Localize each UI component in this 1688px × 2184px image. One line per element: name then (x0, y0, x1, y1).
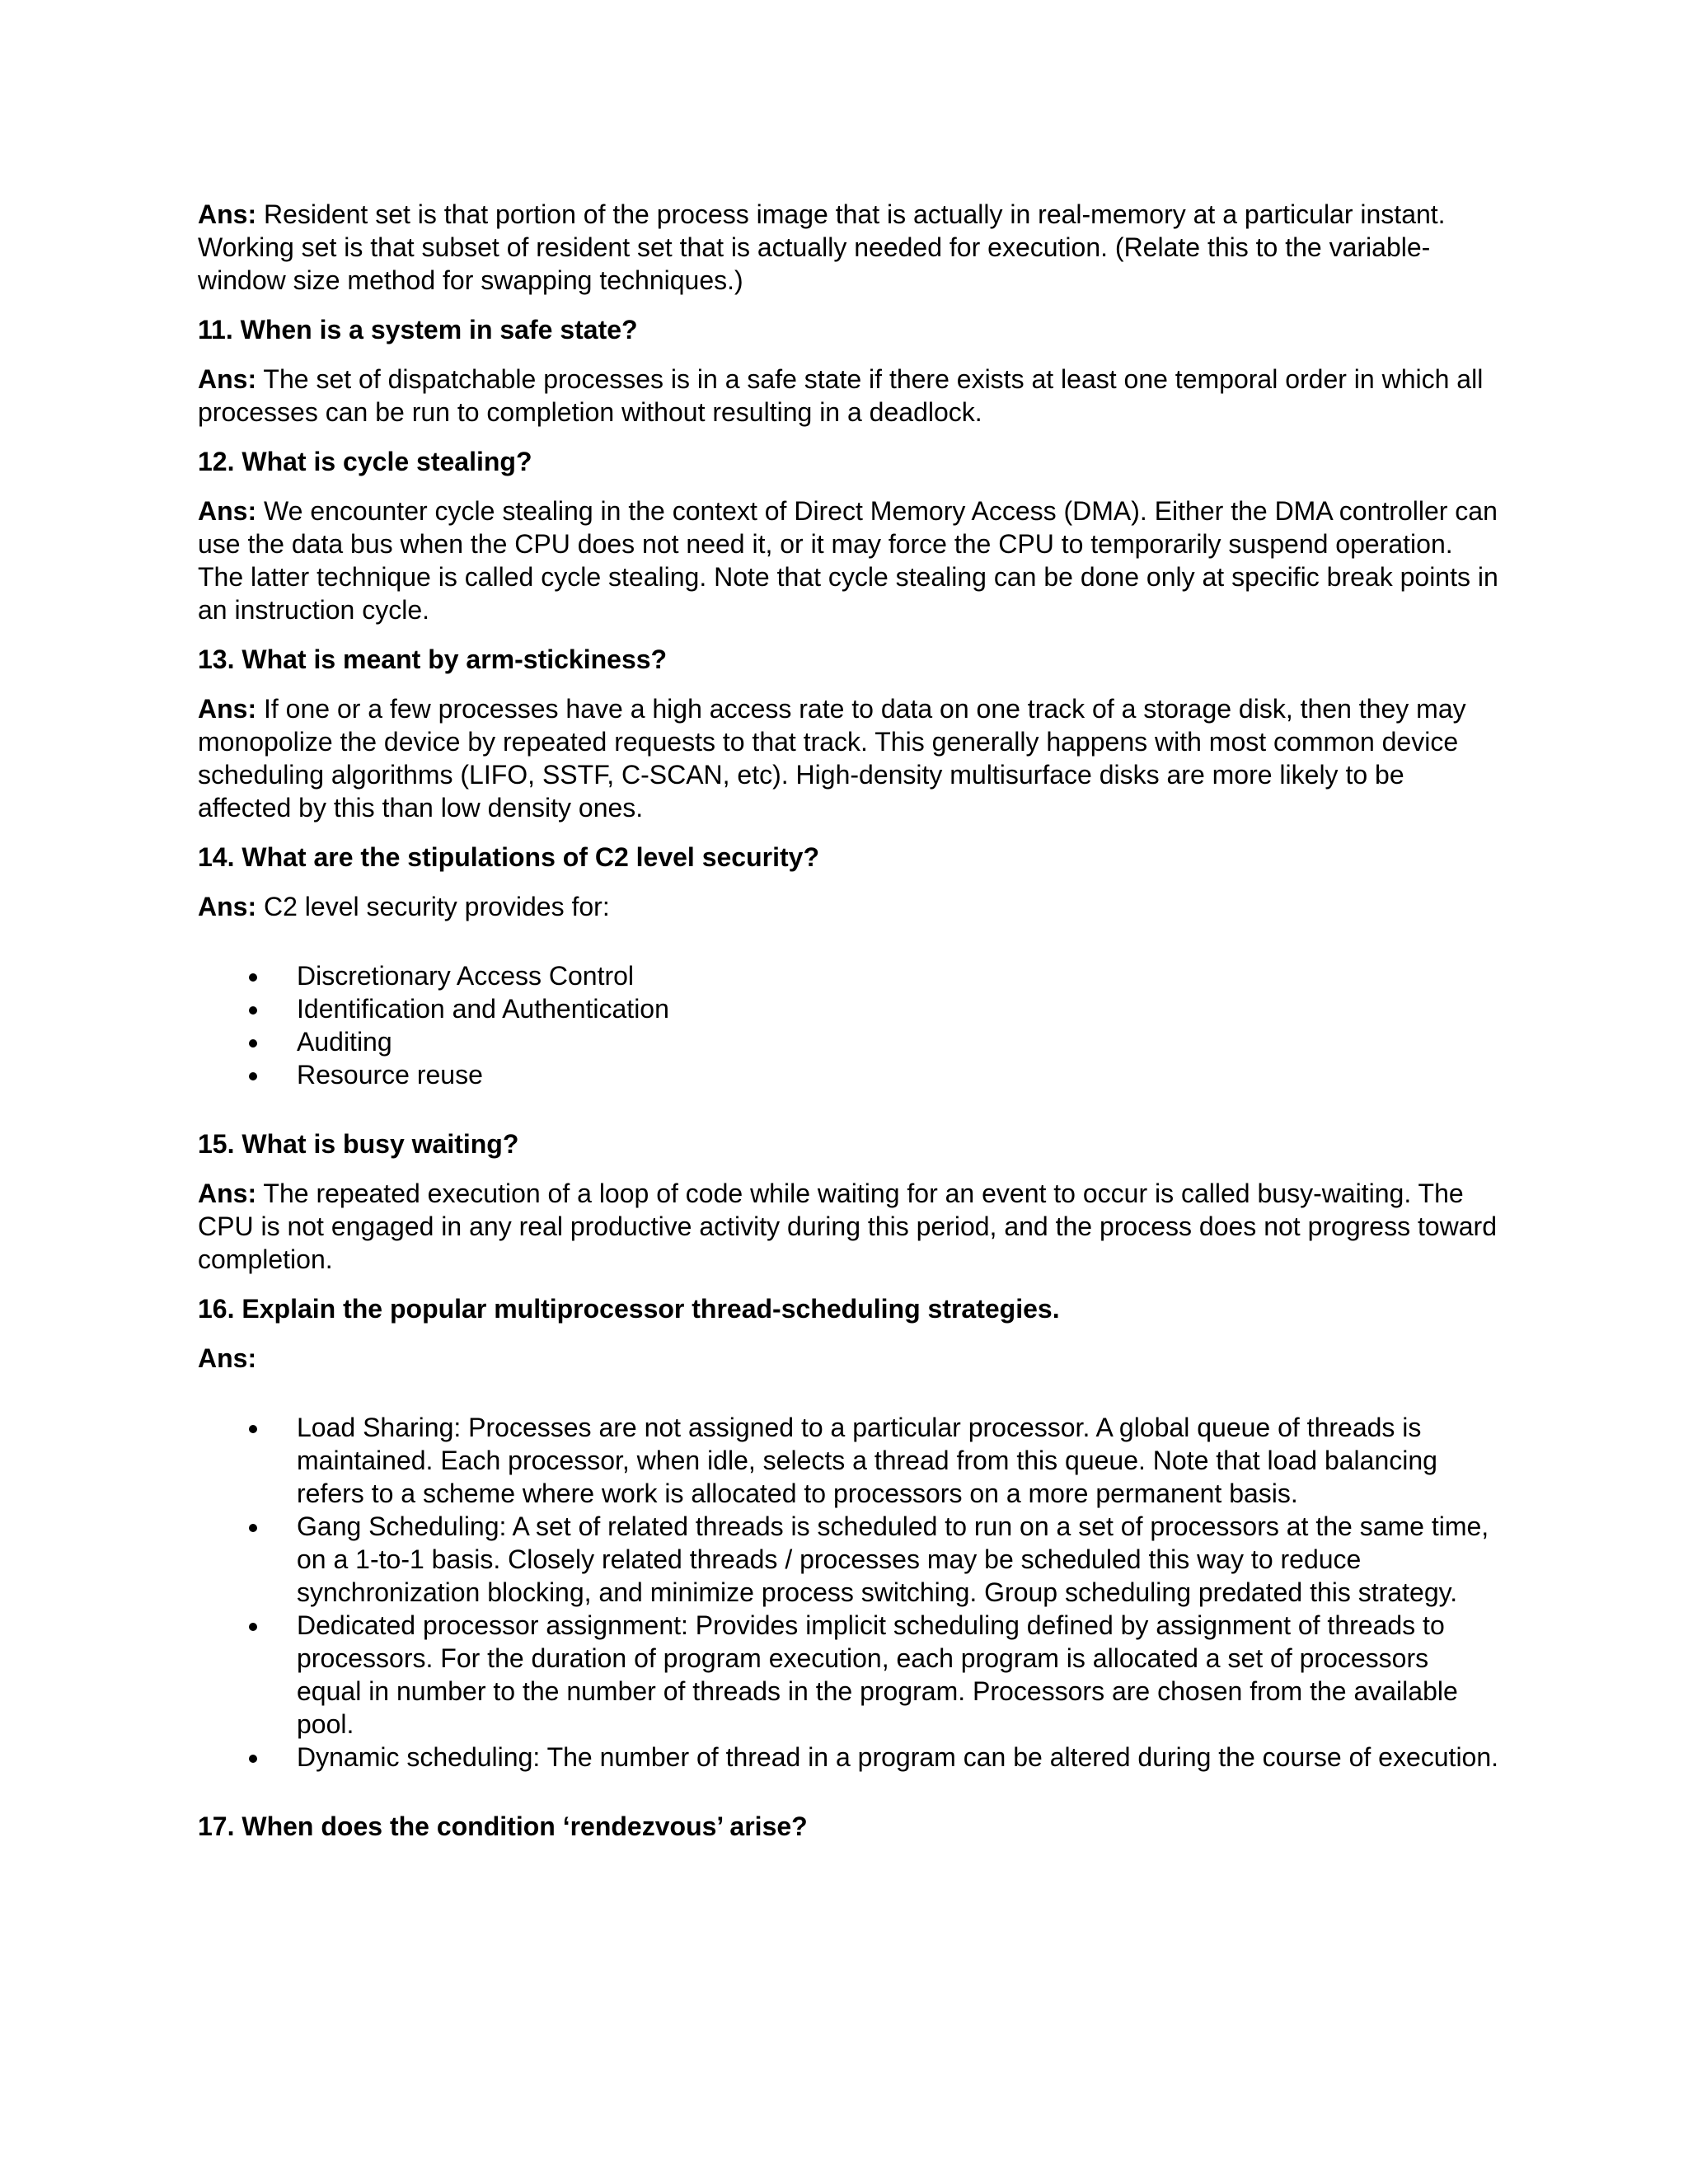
answer-text: C2 level security provides for: (264, 892, 610, 921)
answer-15 (198, 1177, 1500, 1276)
bullet-icon (249, 1425, 257, 1433)
answer-text: We encounter cycle stealing in the context of Direct Memory Access (DMA). Either the DMA controller can use the data bus when the CPU does not need it, or it may force the CPU to temporarily suspend operation. The latter technique is called cycle stealing. Note that cycle stealing can be done only at specific break points in an instruction cycle. (198, 496, 1498, 625)
question-13: 13. What is meant by arm-stickiness? (198, 644, 668, 674)
answer-10 (198, 198, 1500, 297)
document-page (198, 198, 1500, 1859)
question-14: 14. What are the stipulations of C2 level security? (198, 842, 819, 872)
answer-13 (198, 692, 1500, 824)
c2-security-list (198, 959, 1500, 1091)
answer-text: The set of dispatchable processes is in a safe state if there exists at least one temporal order in which all processes can be run to completion without resulting in a deadlock. (198, 364, 1484, 427)
list-item-text: Resource reuse (297, 1060, 483, 1090)
answer-16 (198, 1342, 1500, 1375)
bullet-icon (249, 973, 257, 982)
question-11: 11. When is a system in safe state? (198, 315, 638, 344)
scheduling-strategies-list (198, 1411, 1500, 1774)
question-17: 17. When does the condition ‘rendezvous’ arise? (198, 1811, 808, 1841)
answer-11 (198, 363, 1500, 429)
ans-label: Ans: (198, 364, 257, 394)
list-item (198, 1741, 1500, 1774)
list-item-text: Gang Scheduling: A set of related threads is scheduled to run on a set of processors at the same time, on a 1-to-1 basis. Closely related threads / processes may be scheduled this way to reduce synchronization blocking, and minimize process switching. Group scheduling predated this strategy. (297, 1511, 1489, 1607)
ans-label: Ans: (198, 694, 257, 724)
list-item-text: Auditing (297, 1027, 392, 1057)
ans-label: Ans: (198, 892, 257, 921)
ans-label: Ans: (198, 1179, 257, 1208)
answer-14 (198, 890, 1500, 923)
question-15: 15. What is busy waiting? (198, 1129, 519, 1159)
ans-label: Ans: (198, 1343, 257, 1373)
answer-text: Resident set is that portion of the process image that is actually in real-memory at a particular instant. Working set is that subset of resident set that is actually needed for execution. (Relate this to the variable-window size method for swapping techniques.) (198, 199, 1446, 295)
list-item (198, 959, 1500, 992)
list-item (198, 992, 1500, 1025)
bullet-icon (249, 1524, 257, 1532)
bullet-icon (249, 1623, 257, 1631)
bullet-icon (249, 1039, 257, 1047)
list-item-text: Discretionary Access Control (297, 961, 635, 991)
list-item-text: Load Sharing: Processes are not assigned to a particular processor. A global queue of threads is maintained. Each processor, when idle, selects a thread from this queue. Note that load balancing refers to a scheme where work is allocated to processors on a more permanent basis. (297, 1413, 1437, 1508)
list-item (198, 1510, 1500, 1609)
answer-text: The repeated execution of a loop of code while waiting for an event to occur is called busy-waiting. The CPU is not engaged in any real productive activity during this period, and the process does not progress toward completion. (198, 1179, 1497, 1274)
list-item-text: Dynamic scheduling: The number of thread in a program can be altered during the course of execution. (297, 1742, 1499, 1772)
bullet-icon (249, 1755, 257, 1763)
answer-12 (198, 494, 1500, 626)
list-item-text: Identification and Authentication (297, 994, 669, 1024)
bullet-icon (249, 1006, 257, 1015)
list-item (198, 1058, 1500, 1091)
question-16: 16. Explain the popular multiprocessor thread-scheduling strategies. (198, 1294, 1060, 1324)
question-12: 12. What is cycle stealing? (198, 447, 532, 476)
list-item (198, 1411, 1500, 1510)
list-item (198, 1609, 1500, 1741)
ans-label: Ans: (198, 199, 257, 229)
list-item (198, 1025, 1500, 1058)
list-item-text: Dedicated processor assignment: Provides implicit scheduling defined by assignment of threads to processors. For the duration of program execution, each program is allocated a set of processors equal in number to the number of threads in the program. Processors are chosen from the available pool. (297, 1610, 1458, 1739)
ans-label: Ans: (198, 496, 257, 526)
bullet-icon (249, 1072, 257, 1080)
answer-text: If one or a few processes have a high access rate to data on one track of a storage disk, then they may monopolize the device by repeated requests to that track. This generally happens with most common device scheduling algorithms (LIFO, SSTF, C-SCAN, etc). High-density multisurface disks are more likely to be affected by this than low density ones. (198, 694, 1466, 823)
